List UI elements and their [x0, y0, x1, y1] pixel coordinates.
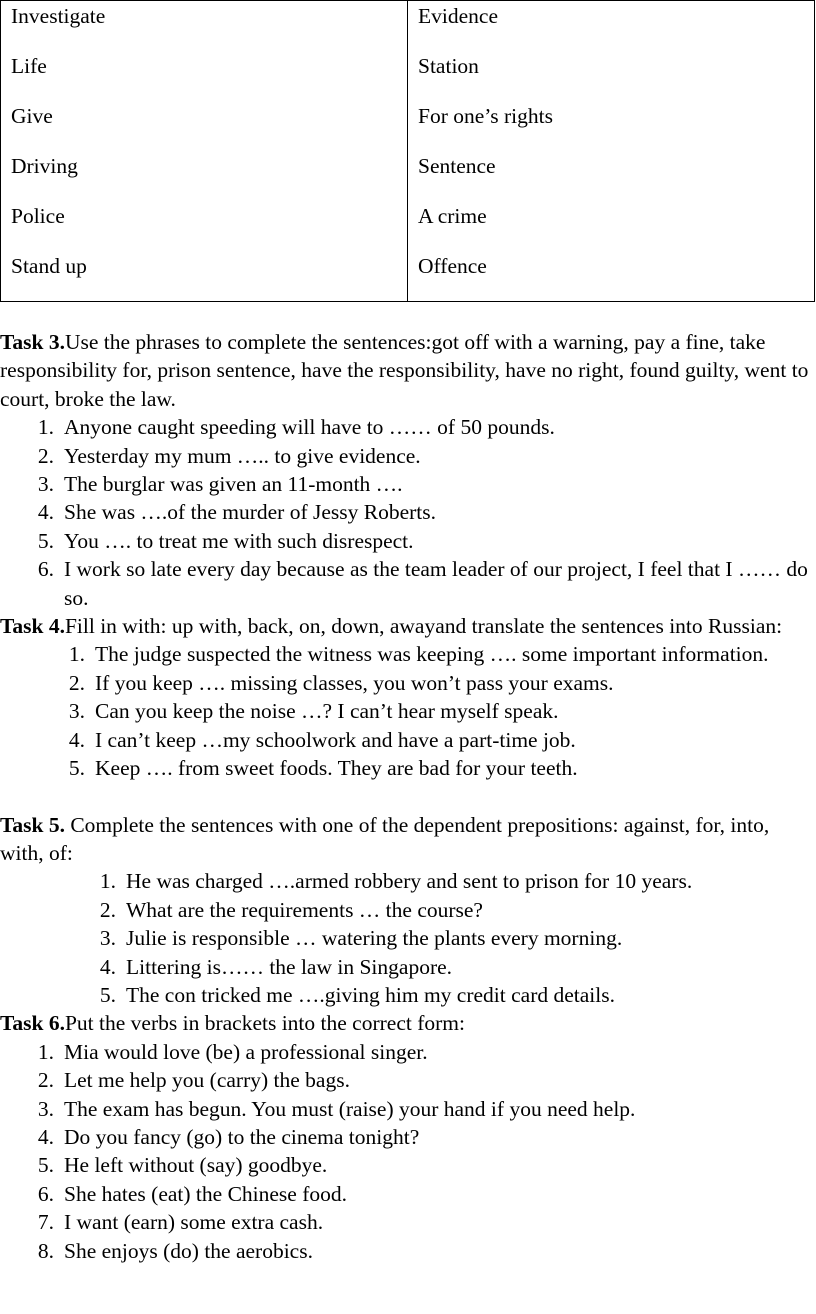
list-item: 7. I want (earn) some extra cash. [37, 1210, 324, 1235]
list-item: 4. I can’t keep …my schoolwork and have a part-time job. [68, 727, 576, 752]
list-item: 2. What are the requirements … the course? [99, 897, 483, 922]
right-word: For one’s rights [418, 104, 553, 128]
list-item: 2. Let me help you (carry) the bags. [37, 1068, 350, 1093]
list-item: 1. Mia would love (be) a professional singer. [37, 1039, 428, 1064]
left-word: Investigate [11, 4, 106, 28]
right-word: Station [418, 54, 479, 78]
matching-table [0, 0, 815, 302]
list-item: 3. Julie is responsible … watering the plants every morning. [99, 926, 623, 951]
left-word: Police [11, 204, 65, 228]
list-item: 6. I work so late every day because as the team leader of our project, I feel that I …… do so. [37, 557, 808, 610]
task3-label: Task 3. [0, 330, 65, 354]
list-item: 8. She enjoys (do) the aerobics. [37, 1238, 313, 1263]
list-item: 4. Littering is…… the law in Singapore. [99, 954, 453, 979]
list-item: 3. The burglar was given an 11-month …. [37, 472, 403, 497]
task3-list [0, 413, 816, 612]
list-item: 4. Do you fancy (go) to the cinema tonight? [37, 1124, 420, 1149]
left-word: Driving [11, 154, 78, 178]
left-word: Give [11, 104, 53, 128]
list-item: 2. Yesterday my mum ….. to give evidence. [37, 443, 421, 468]
tasks-section [0, 328, 816, 1265]
right-word: Evidence [418, 4, 498, 28]
right-word: A crime [418, 204, 487, 228]
list-item: 5. He left without (say) goodbye. [37, 1153, 328, 1178]
list-item: 4. She was ….of the murder of Jessy Roberts. [37, 500, 437, 525]
list-item: 2. If you keep …. missing classes, you won’t pass your exams. [68, 670, 614, 695]
right-word: Sentence [418, 154, 496, 178]
task6-label: Task 6. [0, 1011, 65, 1036]
task3-instruction: Task 3.Use the phrases to complete the sentences:got off with a warning, pay a fine, take responsibility for, prison sentence, have the responsibility, have no right, found guilty, went to court, broke the law. [0, 330, 809, 411]
task5-instruction: Task 5. Complete the sentences with one of the dependent prepositions: against, for, into, with, of: [0, 812, 770, 865]
list-item: 3. Can you keep the noise …? I can’t hear myself speak. [68, 699, 559, 724]
left-column [1, 1, 408, 302]
left-word: Life [11, 54, 47, 78]
right-column [408, 1, 815, 302]
list-item: 1. He was charged ….armed robbery and sent to prison for 10 years. [99, 869, 693, 894]
list-item: 5. Keep …. from sweet foods. They are bad for your teeth. [68, 756, 578, 781]
task4-list [0, 640, 816, 782]
list-item: 5. You …. to treat me with such disrespect. [37, 528, 414, 553]
list-item: 6. She hates (eat) the Chinese food. [37, 1181, 347, 1206]
list-item: 5. The con tricked me ….giving him my credit card details. [99, 982, 615, 1007]
right-word: Offence [418, 254, 487, 278]
list-item: 3. The exam has begun. You must (raise) your hand if you need help. [37, 1096, 636, 1121]
task4-instruction: Task 4.Fill in with: up with, back, on, down, awayand translate the sentences into Russian: [0, 614, 783, 639]
task4-label: Task 4. [0, 614, 65, 639]
task5-label: Task 5. [0, 812, 65, 837]
task6-instruction: Task 6.Put the verbs in brackets into the correct form: [0, 1011, 465, 1036]
list-item: 1. The judge suspected the witness was keeping …. some important information. [68, 642, 769, 667]
task5-list [0, 867, 816, 1009]
task6-list [0, 1038, 816, 1265]
left-word: Stand up [11, 254, 87, 278]
list-item: 1. Anyone caught speeding will have to …… of 50 pounds. [37, 415, 555, 440]
